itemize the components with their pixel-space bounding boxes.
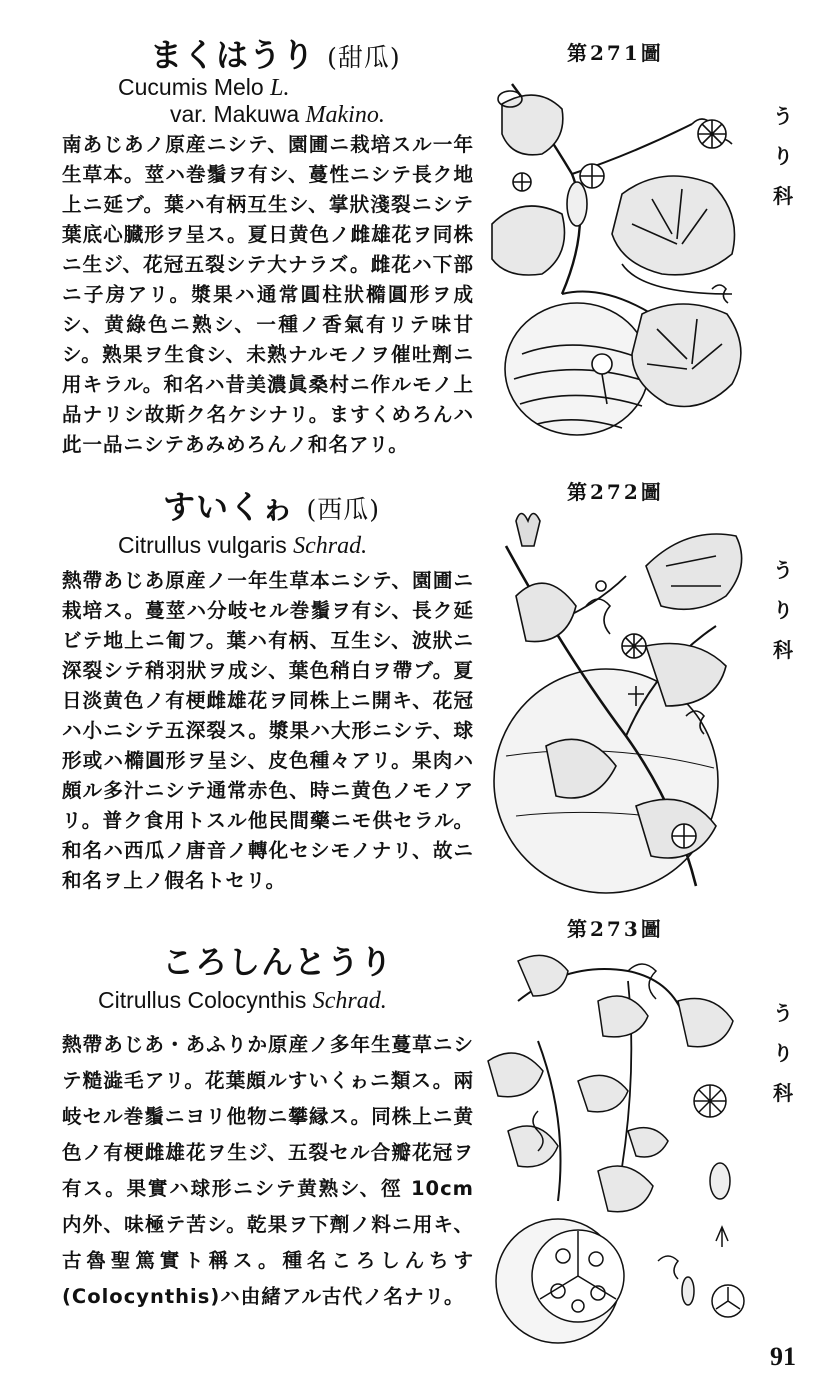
family-label xyxy=(768,550,798,670)
entry-korosintouri xyxy=(0,905,840,1345)
figure-label: 第272圖 xyxy=(567,480,664,504)
entry-title xyxy=(150,30,401,76)
japanese-name: ころしんとうり xyxy=(162,943,394,981)
entry-makuwa-uri xyxy=(0,0,840,460)
scientific-name-author: Schrad. xyxy=(312,988,387,1014)
scientific-name-text: Cucumis Melo xyxy=(118,74,264,100)
scientific-name-author: L. xyxy=(270,75,290,101)
entry-title xyxy=(162,937,393,983)
page-number: 91 xyxy=(770,1342,796,1371)
japanese-name: まくはうり xyxy=(150,36,316,74)
illustration-melon-plant xyxy=(482,64,752,458)
figure-label: 第273圖 xyxy=(567,917,664,941)
scientific-name-text: Citrullus Colocynthis xyxy=(98,987,307,1013)
family-text: うり科 xyxy=(773,1001,793,1105)
family-label xyxy=(768,96,798,216)
kanji-name: (西瓜) xyxy=(306,495,381,524)
scientific-name xyxy=(118,532,367,560)
entry-suika xyxy=(0,470,840,900)
scientific-name xyxy=(118,74,289,102)
illustration-watermelon-plant xyxy=(486,506,756,898)
scientific-variety xyxy=(170,101,385,129)
variety-author: Makino. xyxy=(305,102,385,128)
entry-title xyxy=(163,482,380,528)
scientific-name xyxy=(98,987,387,1015)
scientific-name-author: Schrad. xyxy=(293,533,368,559)
variety-text: var. Makuwa xyxy=(170,101,300,127)
entry-description: 南あじあノ原産ニシテ、園圃ニ栽培スル一年生草本。莖ハ巻鬚ヲ有シ、蔓性ニシテ長ク地上ニ延ブ。葉ハ有柄互生シ、掌狀淺裂ニシテ葉底心臓形ヲ呈ス。夏日黄色ノ雌雄花ヲ同株ニ生ジ、花冠五裂シテ大ナラズ。雌花ハ下部ニ子房アリ。漿果ハ通常圓柱狀橢圓形ヲ成シ、黄綠色ニ熟シ、一種ノ香氣有リテ味甘シ。熟果ヲ生食シ、未熟ナルモノヲ催吐劑ニ用キラル。和名ハ昔美濃眞桑村ニ作ルモノ上品ナリシ故斯ク名ケシナリ。ますくめろんハ此一品ニシテあみめろんノ和名アリ。 xyxy=(62,133,474,456)
kanji-name: (甜瓜) xyxy=(327,43,401,72)
entry-description: 熱帶あじあ・あふりか原産ノ多年生蔓草ニシテ糙澁毛アリ。花葉頗ルすいくゎニ類ス。兩岐セル巻鬚ニヨリ他物ニ攀縁ス。同株上ニ黄色ノ有梗雌雄花ヲ生ジ、五裂セル合瓣花冠ヲ有ス。果實ハ球形ニシテ黄熟シ、徑 10cm 内外、味極テ苦シ。乾果ヲ下劑ノ料ニ用キ、古魯聖篤實ト稱ス。種名ころしんちす(Colocynthis)ハ由緒アル古代ノ名ナリ。 xyxy=(62,1033,474,1308)
family-text: うり科 xyxy=(773,104,793,208)
japanese-name: すいくゎ xyxy=(163,488,295,526)
figure-label: 第271圖 xyxy=(567,41,664,65)
family-text: うり科 xyxy=(773,558,793,662)
family-label xyxy=(768,993,798,1113)
illustration-colocynth-plant xyxy=(478,941,758,1345)
entry-description: 熱帶あじあ原産ノ一年生草本ニシテ、園圃ニ栽培ス。蔓莖ハ分岐セル巻鬚ヲ有シ、長ク延ビテ地上ニ匍フ。葉ハ有柄、互生シ、波狀ニ深裂シテ稍羽狀ヲ成シ、葉色稍白ヲ帶ブ。夏日淡黄色ノ有梗雌雄花ヲ同株上ニ開キ、花冠ハ小ニシテ五深裂ス。漿果ハ大形ニシテ、球形或ハ橢圓形ヲ呈シ、皮色種々アリ。果肉ハ頗ル多汁ニシテ通常赤色、時ニ黄色ノモノアリ。普ク食用トスル他民間藥ニモ供セラル。和名ハ西瓜ノ唐音ノ轉化セシモノナリ、故ニ和名ヲ上ノ假名トセリ。 xyxy=(62,569,474,892)
scientific-name-text: Citrullus vulgaris xyxy=(118,532,287,558)
